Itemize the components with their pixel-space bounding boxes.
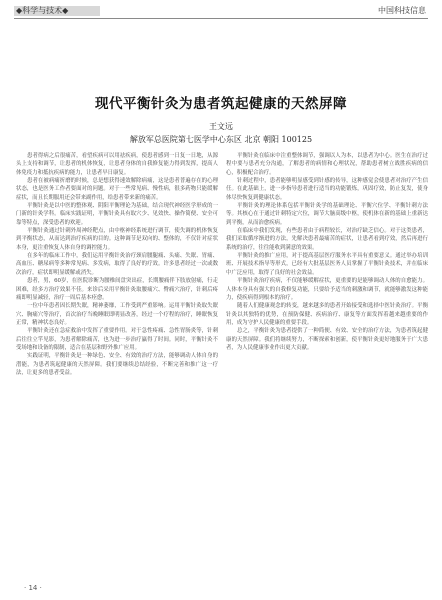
body-paragraph: 患者，男，60岁，在医院诊断为腰椎间盘突出症，长期腰痛伴下肢放射痛，行走困难，经多方治疗效果不佳。来诊后采用平衡针灸取腰痛穴、臀痛穴治疗，针刺后疼痛即明显减轻，治疗一周后基本痊愈。 [16, 278, 218, 301]
body-paragraph: 随着人们健康观念的转变，越来越多的患者开始接受和选择中医针灸治疗。平衡针灸以其独特的优势，在预防保健、疾病治疗、康复等方面发挥着越来越重要的作用，成为守护人民健康的重要手段。 [226, 303, 428, 326]
body-paragraph: 一位中年患者因长期失眠，精神萎靡，工作受到严重影响。运用平衡针灸取失眠穴、胸痛穴等治疗，首次治疗当晚睡眠即明显改善，经过一个疗程的治疗，睡眠恢复正常，精神状态良好。 [16, 303, 218, 326]
body-paragraph: 患者得病之后很痛苦，看望疾病可以用祛疾病，使患者感到一日复一日地，从源头上支持和调节，让患者的机体恢复，让患者身体的自我修复能力得到发挥，提高人体免疫力和抵抗疾病的能力，让患者早日康复。 [16, 153, 218, 176]
page-number: · 14 · [24, 584, 42, 592]
body-paragraph: 平衡针灸的理论体系包括平衡针灸学的基础理论、平衡穴位学、平衡针刺方法等。其核心在于通过针刺特定穴位，调节大脑高级中枢，使机体在新的基础上重新达到平衡，从而治愈疾病。 [226, 203, 428, 226]
body-paragraph: 患者在被病痛折磨的时候，总是想获得速效解除病痛，这是患者普遍存在的心理状态，也是医务工作者要面对的问题。对于一些常见病、慢性病，很多药物只能缓解症状，而且长期服用还会带来副作用，给患者带来新的痛苦。 [16, 178, 218, 201]
right-text-column [226, 152, 428, 577]
page-header [0, 0, 442, 20]
left-text-column [16, 152, 218, 577]
header-divider [14, 18, 428, 19]
body-paragraph: 针刺过程中，患者能够明显感受到针感的传导，这种感觉会使患者对治疗产生信任。在此基础上，进一步指导患者进行适当的功能锻炼，巩固疗效，防止复发，使身体尽快恢复到健康状态。 [226, 178, 428, 201]
body-paragraph: 平衡针灸还在急症救治中发挥了重要作用。对于急性疼痛、急性胃肠炎等，针刺后往往立竿见影，为患者解除痛苦，也为进一步治疗赢得了时间。同时，平衡针灸不受场地和设备的限制，适合在基层和野外推广应用。 [16, 328, 218, 351]
publication-name: 中国科技信息 [378, 6, 426, 15]
author-affiliation: 解放军总医院第七医学中心东区 北京 朝阳 100125 [129, 135, 313, 144]
body-paragraph: 平衡针灸的推广应用，对于提高基层医疗服务水平具有重要意义。通过举办培训班、开展技术指导等形式，已经有大批基层医务人员掌握了平衡针灸技术，并在临床中广泛应用，取得了良好的社会效益。 [226, 253, 428, 276]
article-title: 现代平衡针灸为患者筑起健康的天然屏障 [95, 96, 347, 112]
body-paragraph: 平衡针灸在临床中注重整体调节，强调以人为本，以患者为中心。医生在治疗过程中要与患者充分沟通，了解患者的病情和心理状况，帮助患者树立战胜疾病的信心，积极配合治疗。 [226, 153, 428, 176]
article-author: 王文远 [209, 122, 233, 131]
body-paragraph: 实践证明，平衡针灸是一种绿色、安全、有效的治疗方法，能够调动人体自身的潜能，为患者筑起健康的天然屏障。我们要继续总结经验，不断完善和推广这一疗法，让更多的患者受益。 [16, 353, 218, 376]
section-tag: ◆科学与技术◆ [16, 6, 69, 15]
body-paragraph: 平衡针灸是以中医的整体观、阴阳平衡理论为基础，结合现代神经医学形成的一门新的针灸学科。临床实践证明，平衡针灸具有取穴少、见效快、操作简便、安全可靠等特点，深受患者的欢迎。 [16, 203, 218, 226]
body-paragraph: 平衡针灸通过针刺外周神经靶点，由中枢神经系统进行调节，使失调的机体恢复到平衡状态，从而达到治疗疾病的目的。这种调节是双向的、整体的，不仅针对症状本身，更注重恢复人体自身的调控能力。 [16, 228, 218, 251]
body-paragraph: 在多年的临床工作中，我们运用平衡针灸治疗颈肩腰腿痛、头痛、失眠、胃痛、高血压、糖尿病等多种常见病、多发病，取得了良好的疗效。许多患者经过一次或数次治疗，症状即明显缓解或消失。 [16, 253, 218, 276]
body-paragraph: 平衡针灸治疗疾病，不仅能够缓解症状，更重要的是能够调动人体的自愈能力。人体本身具有强大的自我修复功能，只要给予适当的刺激和调节，就能够激发这种能力，使疾病得到根本的治疗。 [226, 278, 428, 301]
body-paragraph: 在临床中我们发现，有些患者由于病程较长，对治疗缺乏信心。对于这类患者，我们采取循序渐进的方法，先解决患者最痛苦的症状，让患者看到疗效，然后再进行系统的治疗，往往能收到满意的效果。 [226, 228, 428, 251]
body-paragraph: 总之，平衡针灸为患者提供了一种简便、有效、安全的治疗方法，为患者筑起健康的天然屏障。我们将继续努力，不断探索和创新，使平衡针灸更好地服务于广大患者，为人民健康事业作出更大贡献。 [226, 328, 428, 351]
